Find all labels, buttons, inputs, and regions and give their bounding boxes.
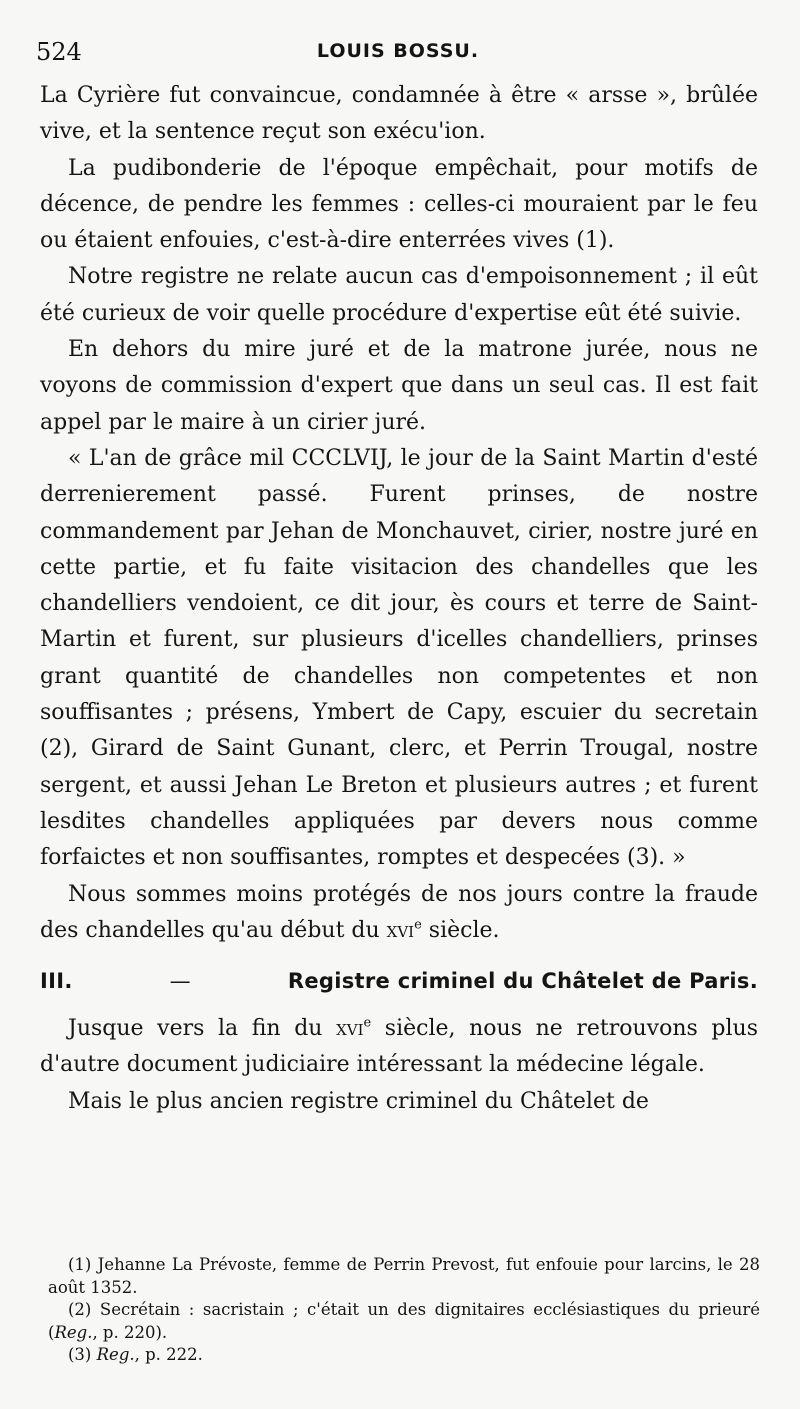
footnote-2-reference: Reg. <box>54 1322 93 1342</box>
footnotes <box>48 1254 760 1367</box>
section-title: Registre criminel du Châtelet de Paris. <box>287 969 758 994</box>
century-superscript: e <box>414 917 422 933</box>
paragraph-8: Mais le plus ancien registre criminel du Châtelet de <box>68 1088 649 1114</box>
paragraph-7-text-before: Jusque vers la fin du <box>68 1016 337 1042</box>
footnote-3-number: (3) <box>68 1345 97 1364</box>
main-text <box>40 78 758 1120</box>
paragraph-3: Notre registre ne relate aucun cas d'empoisonnement ; il eût été curieux de voir quelle procédure d'expertise eût été suivie. <box>40 264 758 326</box>
running-head: LOUIS BOSSU. <box>316 40 480 62</box>
footnote-2-text: (2) Secrétain : sacristain ; c'était un des dignitaires ecclésiastiques du prieuré ( <box>48 1300 760 1342</box>
section-number: III. <box>40 969 73 994</box>
paragraph-6 <box>40 877 758 950</box>
paragraph-7 <box>40 1011 758 1084</box>
footnote-2 <box>48 1299 760 1344</box>
page-header <box>36 36 760 76</box>
century-numeral: xvi <box>386 917 415 943</box>
page-number: 524 <box>36 38 82 66</box>
section-dash: — <box>169 969 191 994</box>
paragraph-2: La pudibonderie de l'époque empêchait, pour motifs de décence, de pendre les femmes : celles-ci mouraient par le feu ou étaient enfouies, c'est-à-dire enterrées vives (1). <box>40 155 758 254</box>
paragraph-5-quotation: « L'an de grâce mil CCCLVIJ, le jour de la Saint Martin d'esté derrenierement passé. Furent prinses, de nostre commandement par Jehan de Monchauvet, cirier, nostre juré en cette partie, et fu faite visitacion des chandelles que les chandelliers vendoient, ce dit jour, ès cours et terre de Saint-Martin et furent, sur plusieurs d'icelles chandelliers, prinses grant quantité de chandelles non competentes et non souffisantes ; présens, Ymbert de Capy, escuier du secretain (2), Girard de Saint Gunant, clerc, et Perrin Trougal, nostre sergent, et aussi Jehan Le Breton et plusieurs autres ; et furent lesdites chandelles appliquées par devers nous comme forfaictes et non souffisantes, romptes et despecées (3). » <box>40 445 758 871</box>
century-superscript: e <box>363 1015 372 1031</box>
paragraph-6-text-after: siècle. <box>421 917 500 943</box>
section-heading <box>40 963 758 999</box>
paragraph-1: La Cyrière fut convaincue, condamnée à être « arsse », brûlée vive, et la sentence reçut son exécu'ion. <box>40 83 758 145</box>
footnote-3 <box>48 1344 760 1367</box>
paragraph-4: En dehors du mire juré et de la matrone jurée, nous ne voyons de commission d'expert que dans un seul cas. Il est fait appel par le maire à un cirier juré. <box>40 337 758 435</box>
footnote-2-page: , p. 220). <box>92 1322 168 1342</box>
footnote-3-page: , p. 222. <box>134 1345 203 1364</box>
footnote-1: (1) Jehanne La Prévoste, femme de Perrin Prevost, fut enfouie pour larcins, le 28 août 1352. <box>48 1255 760 1297</box>
century-numeral: xvi <box>336 1016 364 1042</box>
paragraph-6-text-before: Nous sommes moins protégés de nos jours contre la fraude des chandelles qu'au début du <box>40 881 758 943</box>
footnote-3-reference: Reg. <box>96 1345 135 1364</box>
paragraph-7-text-after: siècle, nous ne retrouvons plus d'autre document judiciaire intéressant la médecine légale. <box>40 1016 758 1078</box>
